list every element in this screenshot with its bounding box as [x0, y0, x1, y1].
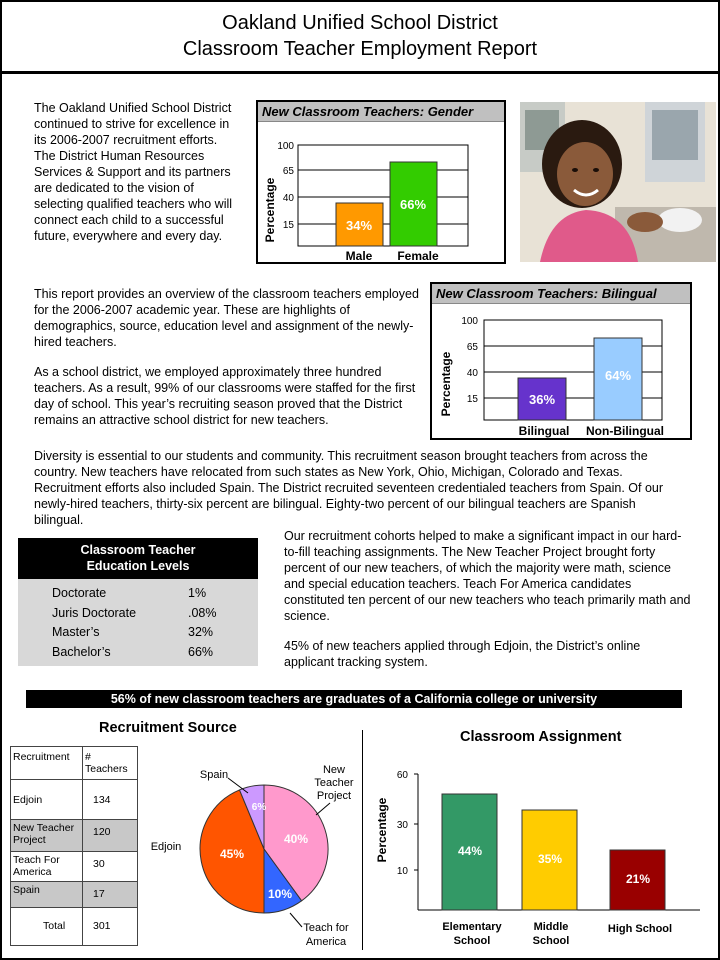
assignment-label-middle: 35%: [537, 852, 563, 866]
education-pct: .08%: [188, 605, 217, 620]
assignment-cat-elementary-1: Elementary: [442, 921, 502, 933]
table-total-row: [11, 908, 138, 946]
education-level: Doctorate: [52, 586, 107, 600]
count-cell: 120: [83, 820, 138, 852]
assignment-cat-middle-1: Middle: [533, 921, 569, 933]
bilingual-ytick-15: 15: [466, 394, 478, 405]
education-row-bachelors: [18, 642, 258, 662]
col-header-recruitment: Recruitment: [11, 747, 83, 780]
source-cell: Edjoin: [11, 780, 83, 820]
bilingual-cat-non-bilingual: Non-Bilingual: [586, 424, 664, 438]
edjoin-paragraph: 45% of new teachers applied through Edjoin, the District’s online applicant tracking system.: [284, 639, 641, 669]
education-row-juris: [18, 603, 258, 623]
table-row: [11, 882, 138, 908]
education-heading: [18, 538, 258, 579]
education-row-doctorate: [18, 583, 258, 603]
report-header: [2, 2, 718, 74]
total-value: 301: [83, 908, 138, 946]
col-header-teachers: # Teachers: [83, 747, 138, 780]
pie-callout-ntp-2: Teacher: [314, 777, 354, 789]
table-row: [11, 820, 138, 852]
bilingual-cat-bilingual: Bilingual: [518, 424, 570, 438]
bilingual-chart-title: New Classroom Teachers: Bilingual: [432, 284, 690, 304]
gender-ytick-65: 65: [282, 166, 294, 177]
california-graduates-banner: 56% of new classroom teachers are graduates of a California college or university: [26, 690, 682, 708]
assignment-cat-elementary-2: School: [453, 935, 491, 947]
bilingual-ytick-100: 100: [461, 316, 478, 327]
title-line-1: Oakland Unified School District: [222, 12, 498, 34]
gender-chart-svg: [258, 122, 504, 262]
count-cell: 30: [83, 852, 138, 882]
overview-paragraph: This report provides an overview of the classroom teachers employed for the 2006-2007 academic year. These are highlights of demographics, source, education level and assignment of the newly-hired teachers.: [34, 287, 419, 349]
source-cell: Teach For America: [11, 852, 83, 882]
source-cell: New Teacher Project: [11, 820, 83, 852]
bilingual-chart-svg: [432, 304, 690, 438]
education-pct: 1%: [188, 586, 207, 600]
classroom-assignment-title: Classroom Assignment: [460, 729, 622, 745]
bilingual-ytick-65: 65: [466, 342, 478, 353]
bilingual-y-label: Percentage: [439, 351, 453, 417]
cohorts-paragraph: Our recruitment cohorts helped to make a significant impact in our hard-to-fill teaching assignments. The New Teacher Project brought forty percent of our new teachers, of which the majority were math, science and special education teachers. Teach For America candidates constituted ten percent of our new teachers who teach primarily math and science.: [284, 529, 691, 623]
education-heading-line-1: Classroom Teacher: [80, 543, 196, 557]
title-line-2: Classroom Teacher Employment Report: [182, 38, 538, 60]
pie-leader-tfa: [290, 913, 302, 927]
gender-label-female: 66%: [399, 197, 427, 212]
pie-label-edjoin: 45%: [219, 847, 245, 861]
assignment-cat-high: High School: [607, 923, 673, 935]
table-row: [11, 780, 138, 820]
diversity-paragraph: Diversity is essential to our students and community. This recruitment season brought teachers from across the country. New teachers have relocated from such states as New York, Ohio, Michigan, Colorado and Texas. Recruitment efforts also included Spain. The District recruited seventeen credentialed teachers from Spain. Of our newly-hired teachers, thirty-six percent are bilingual. Eighty-two percent of our bilingual teachers are Spanish bilingual.: [34, 449, 664, 527]
pie-callout-ntp-3: Project: [316, 790, 352, 802]
count-cell: 17: [83, 882, 138, 908]
student-photo-illustration: [520, 102, 716, 262]
gender-ytick-15: 15: [282, 220, 294, 231]
section-divider: [362, 730, 363, 950]
gender-cat-male: Male: [345, 249, 373, 262]
recruitment-pie-chart: [142, 757, 362, 957]
gender-label-male: 34%: [345, 218, 373, 233]
gender-ytick-100: 100: [277, 141, 294, 152]
assignment-ytick-10: 10: [396, 866, 408, 877]
pie-callout-tfa-1: Teach for: [303, 922, 349, 934]
table-header-row: [11, 747, 138, 780]
assignment-cat-middle-2: School: [532, 935, 570, 947]
education-pct: 32%: [188, 625, 214, 639]
pie-label-ntp: 40%: [283, 832, 309, 846]
assignment-ytick-30: 30: [396, 820, 408, 831]
gender-y-label: Percentage: [263, 177, 277, 243]
bilingual-chart: [430, 282, 692, 440]
gender-ytick-40: 40: [282, 193, 294, 204]
pie-callout-ntp-1: New: [322, 764, 346, 776]
pie-leader-ntp: [316, 803, 330, 815]
assignment-ytick-60: 60: [396, 770, 408, 781]
bilingual-label-non-bilingual: 64%: [604, 368, 632, 383]
recruitment-source-table: [10, 746, 138, 946]
intro-paragraph: The Oakland Unified School District continued to strive for excellence in its 2006-2007 recruitment efforts. The District Human Resources Services & Support and its partners are dedicated to the vision of selecting qualified teachers who will connect each child to a successful future, everywhere and every day.: [34, 101, 233, 243]
assignment-y-label: Percentage: [375, 797, 389, 863]
assignment-label-high: 21%: [625, 872, 651, 886]
education-pct: 66%: [188, 644, 214, 659]
total-label: Total: [11, 908, 83, 946]
education-level: Master’s: [52, 625, 100, 639]
pie-label-tfa: 10%: [267, 887, 293, 901]
pie-label-spain: 6%: [251, 802, 267, 813]
recruitment-source-title: Recruitment Source: [99, 720, 237, 736]
classroom-assignment-chart: [364, 750, 716, 958]
bilingual-label-bilingual: 36%: [528, 392, 556, 407]
pie-callout-edjoin: Edjoin: [150, 841, 182, 853]
count-cell: 134: [83, 780, 138, 820]
education-level: Juris Doctorate: [52, 605, 137, 620]
source-cell: Spain: [11, 882, 83, 908]
table-row: [11, 852, 138, 882]
pie-callout-spain: Spain: [199, 769, 229, 781]
pie-callout-tfa-2: America: [305, 936, 347, 948]
education-levels-table: [18, 538, 258, 666]
education-heading-line-2: Education Levels: [86, 559, 190, 573]
gender-chart: [256, 100, 506, 264]
education-row-masters: [18, 622, 258, 642]
student-photo: [520, 102, 716, 262]
education-level: Bachelor’s: [52, 644, 111, 659]
bilingual-ytick-40: 40: [466, 368, 478, 379]
staffing-paragraph: As a school district, we employed approximately three hundred teachers. As a result, 99% of our classrooms were staffed for the first day of school. This year’s recruiting season proved that the District remains an attractive school district for new teachers.: [34, 365, 416, 427]
gender-cat-female: Female: [397, 249, 439, 262]
assignment-label-elementary: 44%: [457, 844, 483, 858]
gender-chart-title: New Classroom Teachers: Gender: [258, 102, 504, 122]
